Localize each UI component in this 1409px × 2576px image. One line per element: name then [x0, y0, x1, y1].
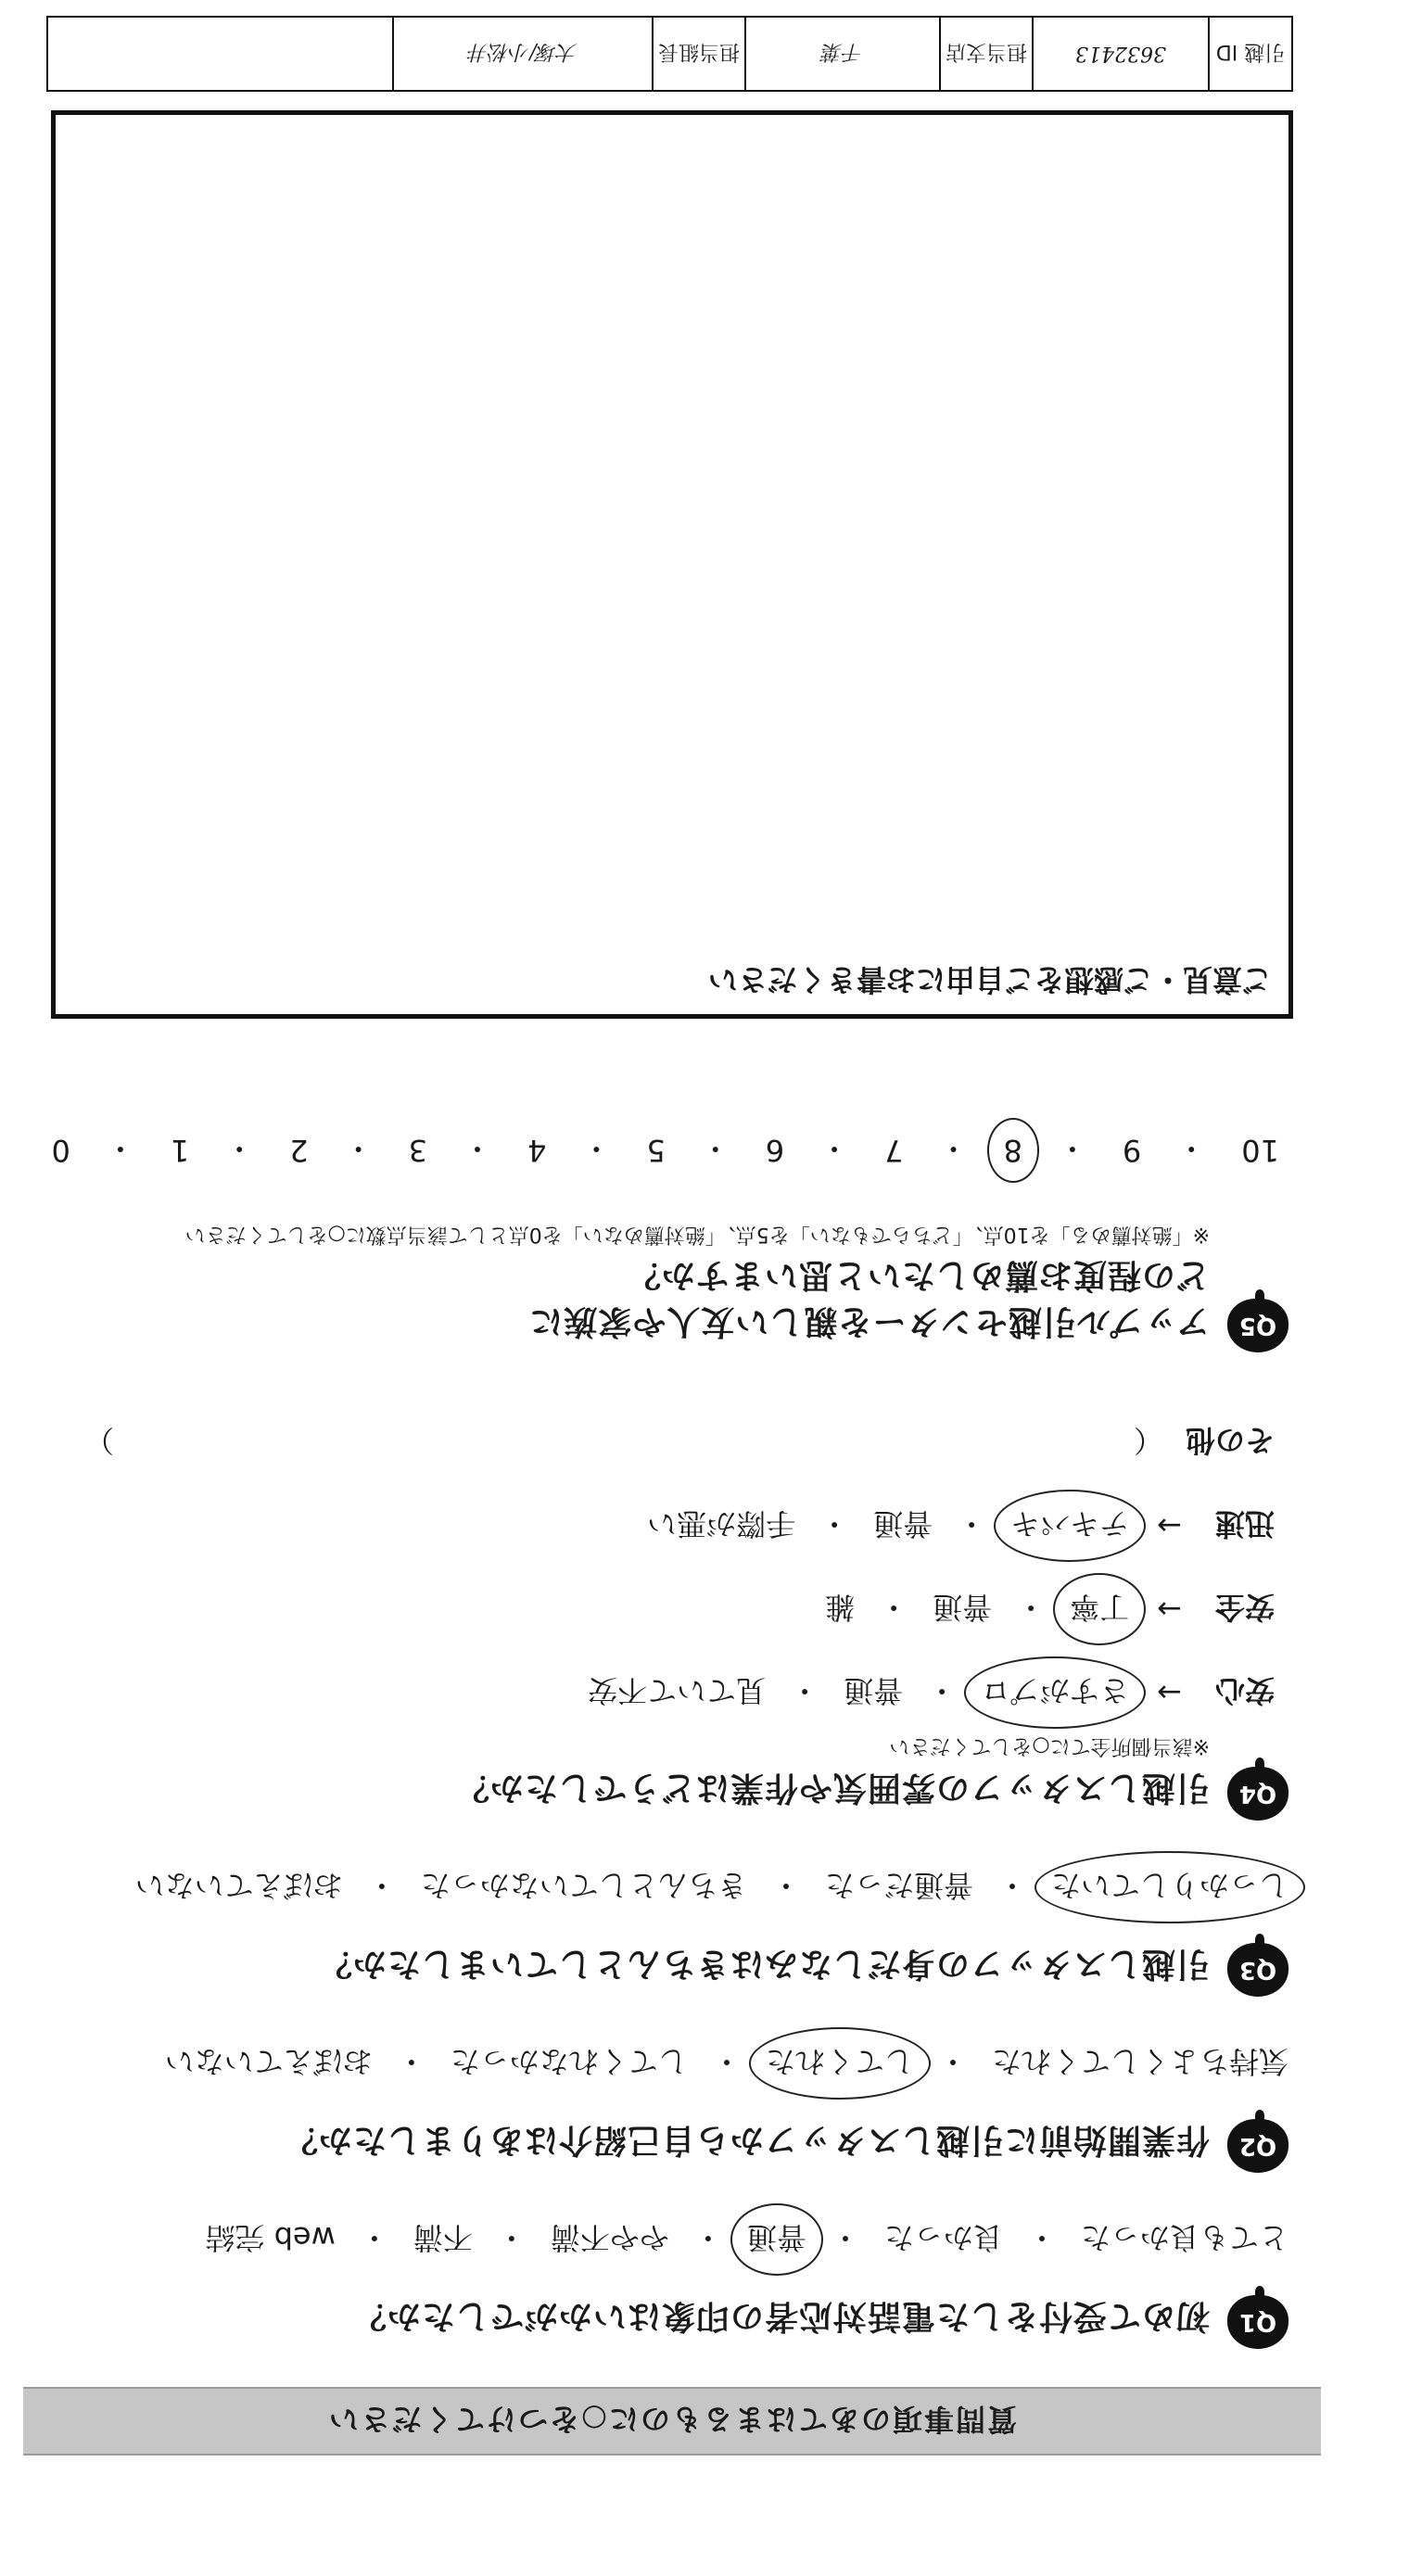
q1-badge [1227, 2295, 1288, 2349]
q2-option-2-selected[interactable]: してくれた [766, 2042, 914, 2085]
q3-option-3[interactable]: きちんとしていなかった [420, 1868, 747, 1903]
q2-badge-label: Q2 [1238, 2132, 1277, 2160]
leader-value: 大塚/小松井 [392, 18, 652, 90]
q4-row-2-arrow: → [1157, 1592, 1182, 1627]
q2-badge [1227, 2119, 1288, 2173]
q5-score-8-selected[interactable]: 8 [1003, 1133, 1022, 1168]
comment-box[interactable] [51, 110, 1293, 1019]
q5-question-line-2: どの程度お薦めしたいと思いますか？ [626, 1256, 1210, 1294]
q4-other-open-paren: （ [1133, 1423, 1163, 1458]
q4-question: 引越しスタッフの雰囲気や作業はどうでしたか？ [454, 1769, 1210, 1807]
q4-row-3-category: 迅速 [1214, 1506, 1275, 1542]
q4-row-3-option-3[interactable]: 手際が悪い [647, 1506, 796, 1542]
q4-row-3-option-2[interactable]: 普通 [873, 1506, 933, 1542]
survey-instruction-text: 質問事項のあてはまるものに○をつけてください [327, 2402, 1017, 2437]
q5-score-4[interactable]: 4 [527, 1133, 547, 1168]
q5-badge-label: Q5 [1238, 1312, 1277, 1339]
id-label: 引越 ID [1208, 18, 1291, 90]
branch-value: 千葉 [744, 18, 939, 90]
q5-scale: 10 ・ 9 ・ 8 ・ 7 ・ 6 ・ 5 ・ 4 ・ 3 ・ 2 ・ 1 ・ 0 [51, 1131, 1279, 1168]
q3-badge-label: Q3 [1238, 1956, 1277, 1984]
q5-score-5[interactable]: 5 [646, 1133, 666, 1168]
q4-row-2-option-3[interactable]: 雑 [825, 1590, 856, 1625]
q1-option-5[interactable]: 不満 [413, 2220, 473, 2255]
q2-option-4[interactable]: おぼえていない [164, 2044, 373, 2079]
q5-score-6[interactable]: 6 [765, 1133, 785, 1168]
q1-options: とても良かった ・ 良かった ・ 普通 ・ やや不満 ・ 不満 ・ web 完結 [205, 2218, 1288, 2261]
q2-option-1[interactable]: 気持ちよくしてくれた [991, 2044, 1288, 2079]
q4-row-3-option-1-selected[interactable]: テキパキ [1010, 1504, 1129, 1547]
q4-row-1-option-2[interactable]: 普通 [844, 1673, 904, 1708]
q5-question-line-1: アップル引越センターを親しい友人や家族に [528, 1302, 1210, 1340]
survey-instruction-banner [23, 2387, 1321, 2455]
q1-option-1[interactable]: とても良かった [1080, 2220, 1288, 2255]
q5-score-0[interactable]: 0 [51, 1133, 70, 1168]
q4-row-1-option-3[interactable]: 見ていて不安 [588, 1673, 767, 1708]
q1-option-6[interactable]: web 完結 [205, 2220, 336, 2255]
q2-options: 気持ちよくしてくれた ・ してくれた ・ してくれなかった ・ おぼえていない [165, 2042, 1288, 2085]
q3-options: しっかりしていた ・ 普通だった ・ きちんとしていなかった ・ おぼえていない [135, 1866, 1288, 1909]
q4-badge [1227, 1767, 1288, 1821]
q5-score-2[interactable]: 2 [289, 1133, 309, 1168]
q4-row-1-arrow: → [1157, 1675, 1182, 1710]
q5-score-10[interactable]: 10 [1241, 1133, 1279, 1168]
q3-option-4[interactable]: おぼえていない [134, 1868, 343, 1903]
q5-score-7[interactable]: 7 [884, 1133, 904, 1168]
q4-row-anzen: 安全 → 丁寧 ・ 普通 ・ 雑 [825, 1588, 1275, 1631]
q4-other-row [70, 1421, 1275, 1464]
q5-score-1[interactable]: 1 [170, 1133, 190, 1168]
q1-badge-label: Q1 [1238, 2308, 1277, 2336]
q4-row-1-option-1-selected[interactable]: さすがプロ [981, 1671, 1129, 1714]
q4-row-2-option-2[interactable]: 普通 [933, 1590, 993, 1625]
q5-badge [1227, 1299, 1288, 1352]
q1-option-3-selected[interactable]: 普通 [747, 2218, 806, 2261]
q4-row-anshin: 安心 → さすがプロ ・ 普通 ・ 見ていて不安 [588, 1671, 1275, 1714]
q4-row-2-category: 安全 [1214, 1590, 1275, 1625]
q3-option-2[interactable]: 普通だった [824, 1868, 973, 1903]
q3-badge [1227, 1943, 1288, 1997]
id-table [46, 16, 1293, 92]
q5-note: ※「絶対薦める」を10点、「どちらでもない」を5点、「絶対薦めない」を0点として該当点数に○をしてください [184, 1223, 1210, 1246]
id-table-blank [48, 18, 392, 90]
q4-badge-label: Q4 [1238, 1780, 1277, 1808]
q5-score-9[interactable]: 9 [1122, 1133, 1142, 1168]
branch-label: 担当支店 [939, 18, 1032, 90]
q1-option-2[interactable]: 良かった [883, 2220, 1003, 2255]
comment-title: ご意見・ご感想をご自由にお書きください [707, 962, 1272, 997]
q2-question: 作業開始前に引越しスタッフから自己紹介はありましたか？ [283, 2121, 1210, 2159]
q1-question: 初めて受付をした電話対応者の印象はいかがでしたか？ [351, 2297, 1210, 2335]
q3-option-1-selected[interactable]: しっかりしていた [1051, 1866, 1288, 1909]
q4-note: ※該当個所全てに○をしてください [889, 1734, 1210, 1758]
q5-score-3[interactable]: 3 [408, 1133, 428, 1168]
q4-row-2-option-1-selected[interactable]: 丁寧 [1070, 1588, 1129, 1631]
q4-other-label: その他 [1185, 1423, 1275, 1458]
id-value: 3632413 [1032, 18, 1208, 90]
q2-option-3[interactable]: してくれなかった [450, 2044, 688, 2079]
q4-row-jinsoku: 迅速 → テキパキ ・ 普通 ・ 手際が悪い [647, 1504, 1275, 1547]
q4-row-3-arrow: → [1157, 1508, 1182, 1543]
q3-question: 引越しスタッフの身だしなみはきちんとしていましたか？ [317, 1945, 1210, 1983]
q1-option-4[interactable]: やや不満 [550, 2220, 669, 2255]
q4-row-1-category: 安心 [1214, 1673, 1275, 1708]
q4-other-close-paren: ） [83, 1423, 114, 1458]
leader-label: 担当組長 [652, 18, 744, 90]
